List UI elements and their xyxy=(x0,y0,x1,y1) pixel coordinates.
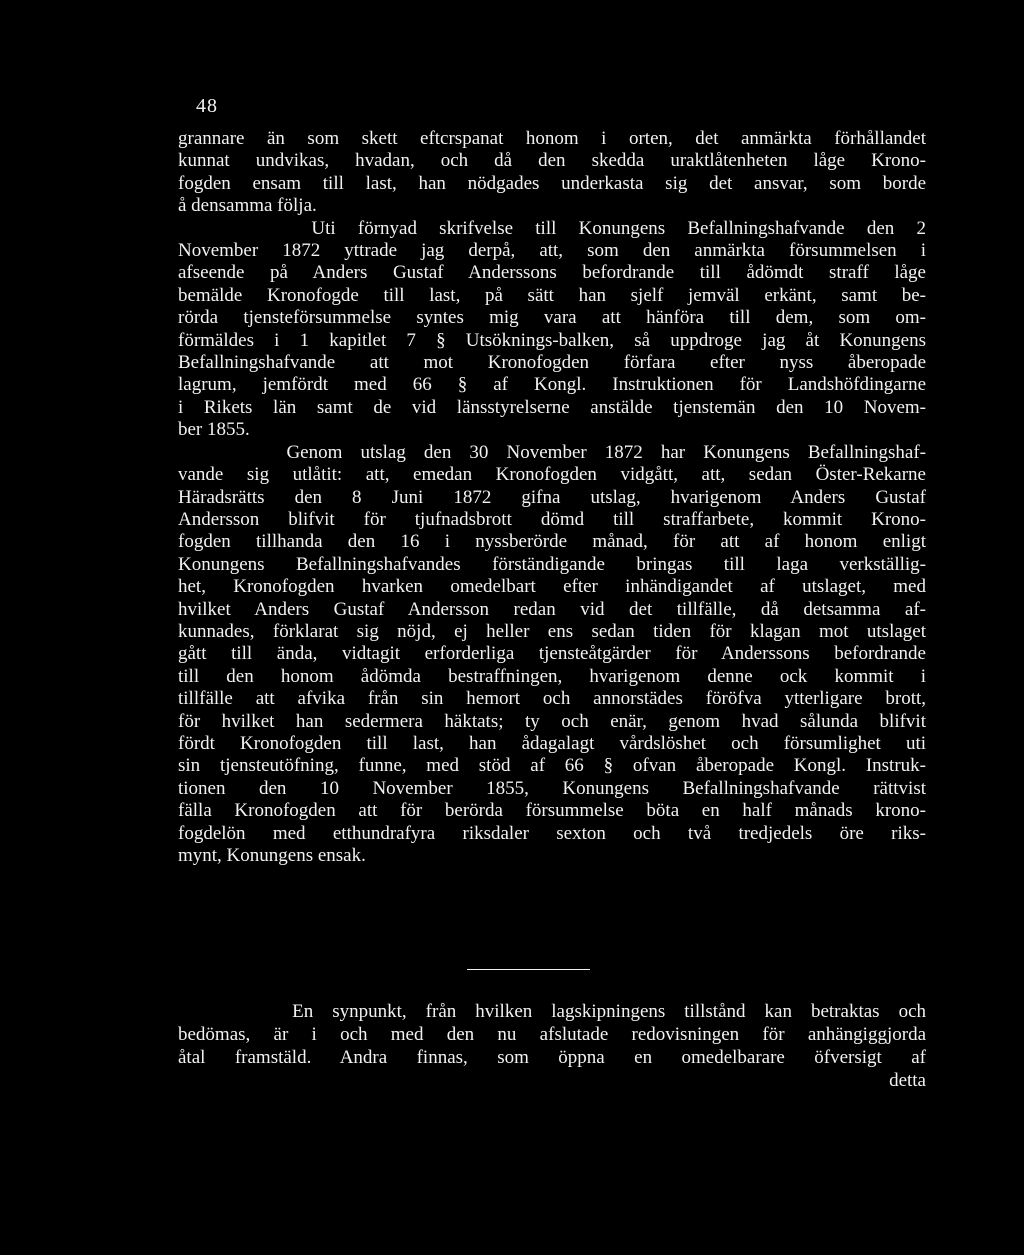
text-line: fogdelön med etthundrafyra riksdaler sexton och två tredjedels öre riks- xyxy=(178,822,926,844)
text-line: Konungens Befallningshafvandes förständigande bringas till laga verkställig- xyxy=(178,553,926,575)
text-line: Andersson blifvit för tjufnadsbrott dömd till straffarbete, kommit Krono- xyxy=(178,508,926,530)
text-line: å densamma följa. xyxy=(178,195,317,217)
text-line: rörda tjensteförsummelse syntes mig vara att hänföra till dem, som om- xyxy=(178,307,926,329)
text-line: November 1872 yttrade jag derpå, att, som den anmärkta försummelsen i xyxy=(178,240,926,262)
text-line: Häradsrätts den 8 Juni 1872 gifna utslag, hvarigenom Anders Gustaf xyxy=(178,486,926,508)
text-line: Uti förnyad skrifvelse till Konungens Befallningshafvande den 2 xyxy=(178,217,926,239)
section-divider xyxy=(467,969,590,970)
text-line: En synpunkt, från hvilken lagskipningens tillstånd kan betraktas och xyxy=(178,1001,926,1022)
text-line: åtal framstäld. Andra finnas, som öppna en omedelbarare öfversigt af xyxy=(178,1047,926,1068)
text-line: gått till ända, vidtagit erforderliga tjensteåtgärder för Anderssons befordrande xyxy=(178,643,926,665)
text-line: Befallningshafvande att mot Kronofogden förfara efter nyss åberopade xyxy=(178,352,926,374)
text-line: fogden ensam till last, han nödgades underkasta sig det ansvar, som borde xyxy=(178,172,926,194)
text-line: förmäldes i 1 kapitlet 7 § Utsöknings-balken, så uppdroge jag åt Konungens xyxy=(178,329,926,351)
text-line: tillfälle att afvika från sin hemort och annorstädes föröfva ytterligare brott, xyxy=(178,688,926,710)
text-line: ber 1855. xyxy=(178,419,250,441)
text-line: fördt Kronofogden till last, han ådagalagt vårdslöshet och försumlighet uti xyxy=(178,732,926,754)
text-line: bemälde Kronofogde till last, på sätt han sjelf jemväl erkänt, samt be- xyxy=(178,284,926,306)
closing-paragraph xyxy=(178,1000,926,1092)
text-line: fälla Kronofogden att för berörda försummelse böta en half månads krono- xyxy=(178,800,926,822)
body-text xyxy=(178,128,926,867)
text-line: sin tjensteutöfning, funne, med stöd af 66 § ofvan åberopade Kongl. Instruk- xyxy=(178,755,926,777)
text-line: afseende på Anders Gustaf Anderssons befordrande till ådömdt straff låge xyxy=(178,262,926,284)
text-line: tionen den 10 November 1855, Konungens Befallningshafvande rättvist xyxy=(178,777,926,799)
text-line: kunnat undvikas, hvadan, och då den skedda uraktlåtenheten låge Krono- xyxy=(178,150,926,172)
text-line: till den honom ådömda bestraffningen, hvarigenom denne ock kommit i xyxy=(178,665,926,687)
text-line: i Rikets län samt de vid länsstyrelserne anstälde tjenstemän den 10 Novem- xyxy=(178,396,926,418)
text-line: vande sig utlåtit: att, emedan Kronofogden vidgått, att, sedan Öster-Rekarne xyxy=(178,464,926,486)
text-line: mynt, Konungens ensak. xyxy=(178,845,366,866)
text-line: kunnades, förklarat sig nöjd, ej heller ens sedan tiden för klagan mot utslaget xyxy=(178,620,926,642)
text-line: Genom utslag den 30 November 1872 har Konungens Befallningshaf- xyxy=(178,441,926,463)
catchword: detta xyxy=(889,1070,926,1091)
text-line: het, Kronofogden hvarken omedelbart efter inhändigandet af utslaget, med xyxy=(178,576,926,598)
text-line: lagrum, jemfördt med 66 § af Kongl. Instruktionen för Landshöfdingarne xyxy=(178,374,926,396)
page-number: 48 xyxy=(196,95,218,117)
text-line: för hvilket han sedermera häktats; ty och enär, genom hvad sålunda blifvit xyxy=(178,710,926,732)
text-line: fogden tillhanda den 16 i nyssberörde månad, för att af honom enligt xyxy=(178,531,926,553)
text-line: grannare än som skett eftcrspanat honom i orten, det anmärkta förhållandet xyxy=(178,128,926,149)
text-line: bedömas, är i och med den nu afslutade redovisningen för anhängiggjorda xyxy=(178,1024,926,1045)
text-line: hvilket Anders Gustaf Andersson redan vid det tillfälle, då detsamma af- xyxy=(178,598,926,620)
